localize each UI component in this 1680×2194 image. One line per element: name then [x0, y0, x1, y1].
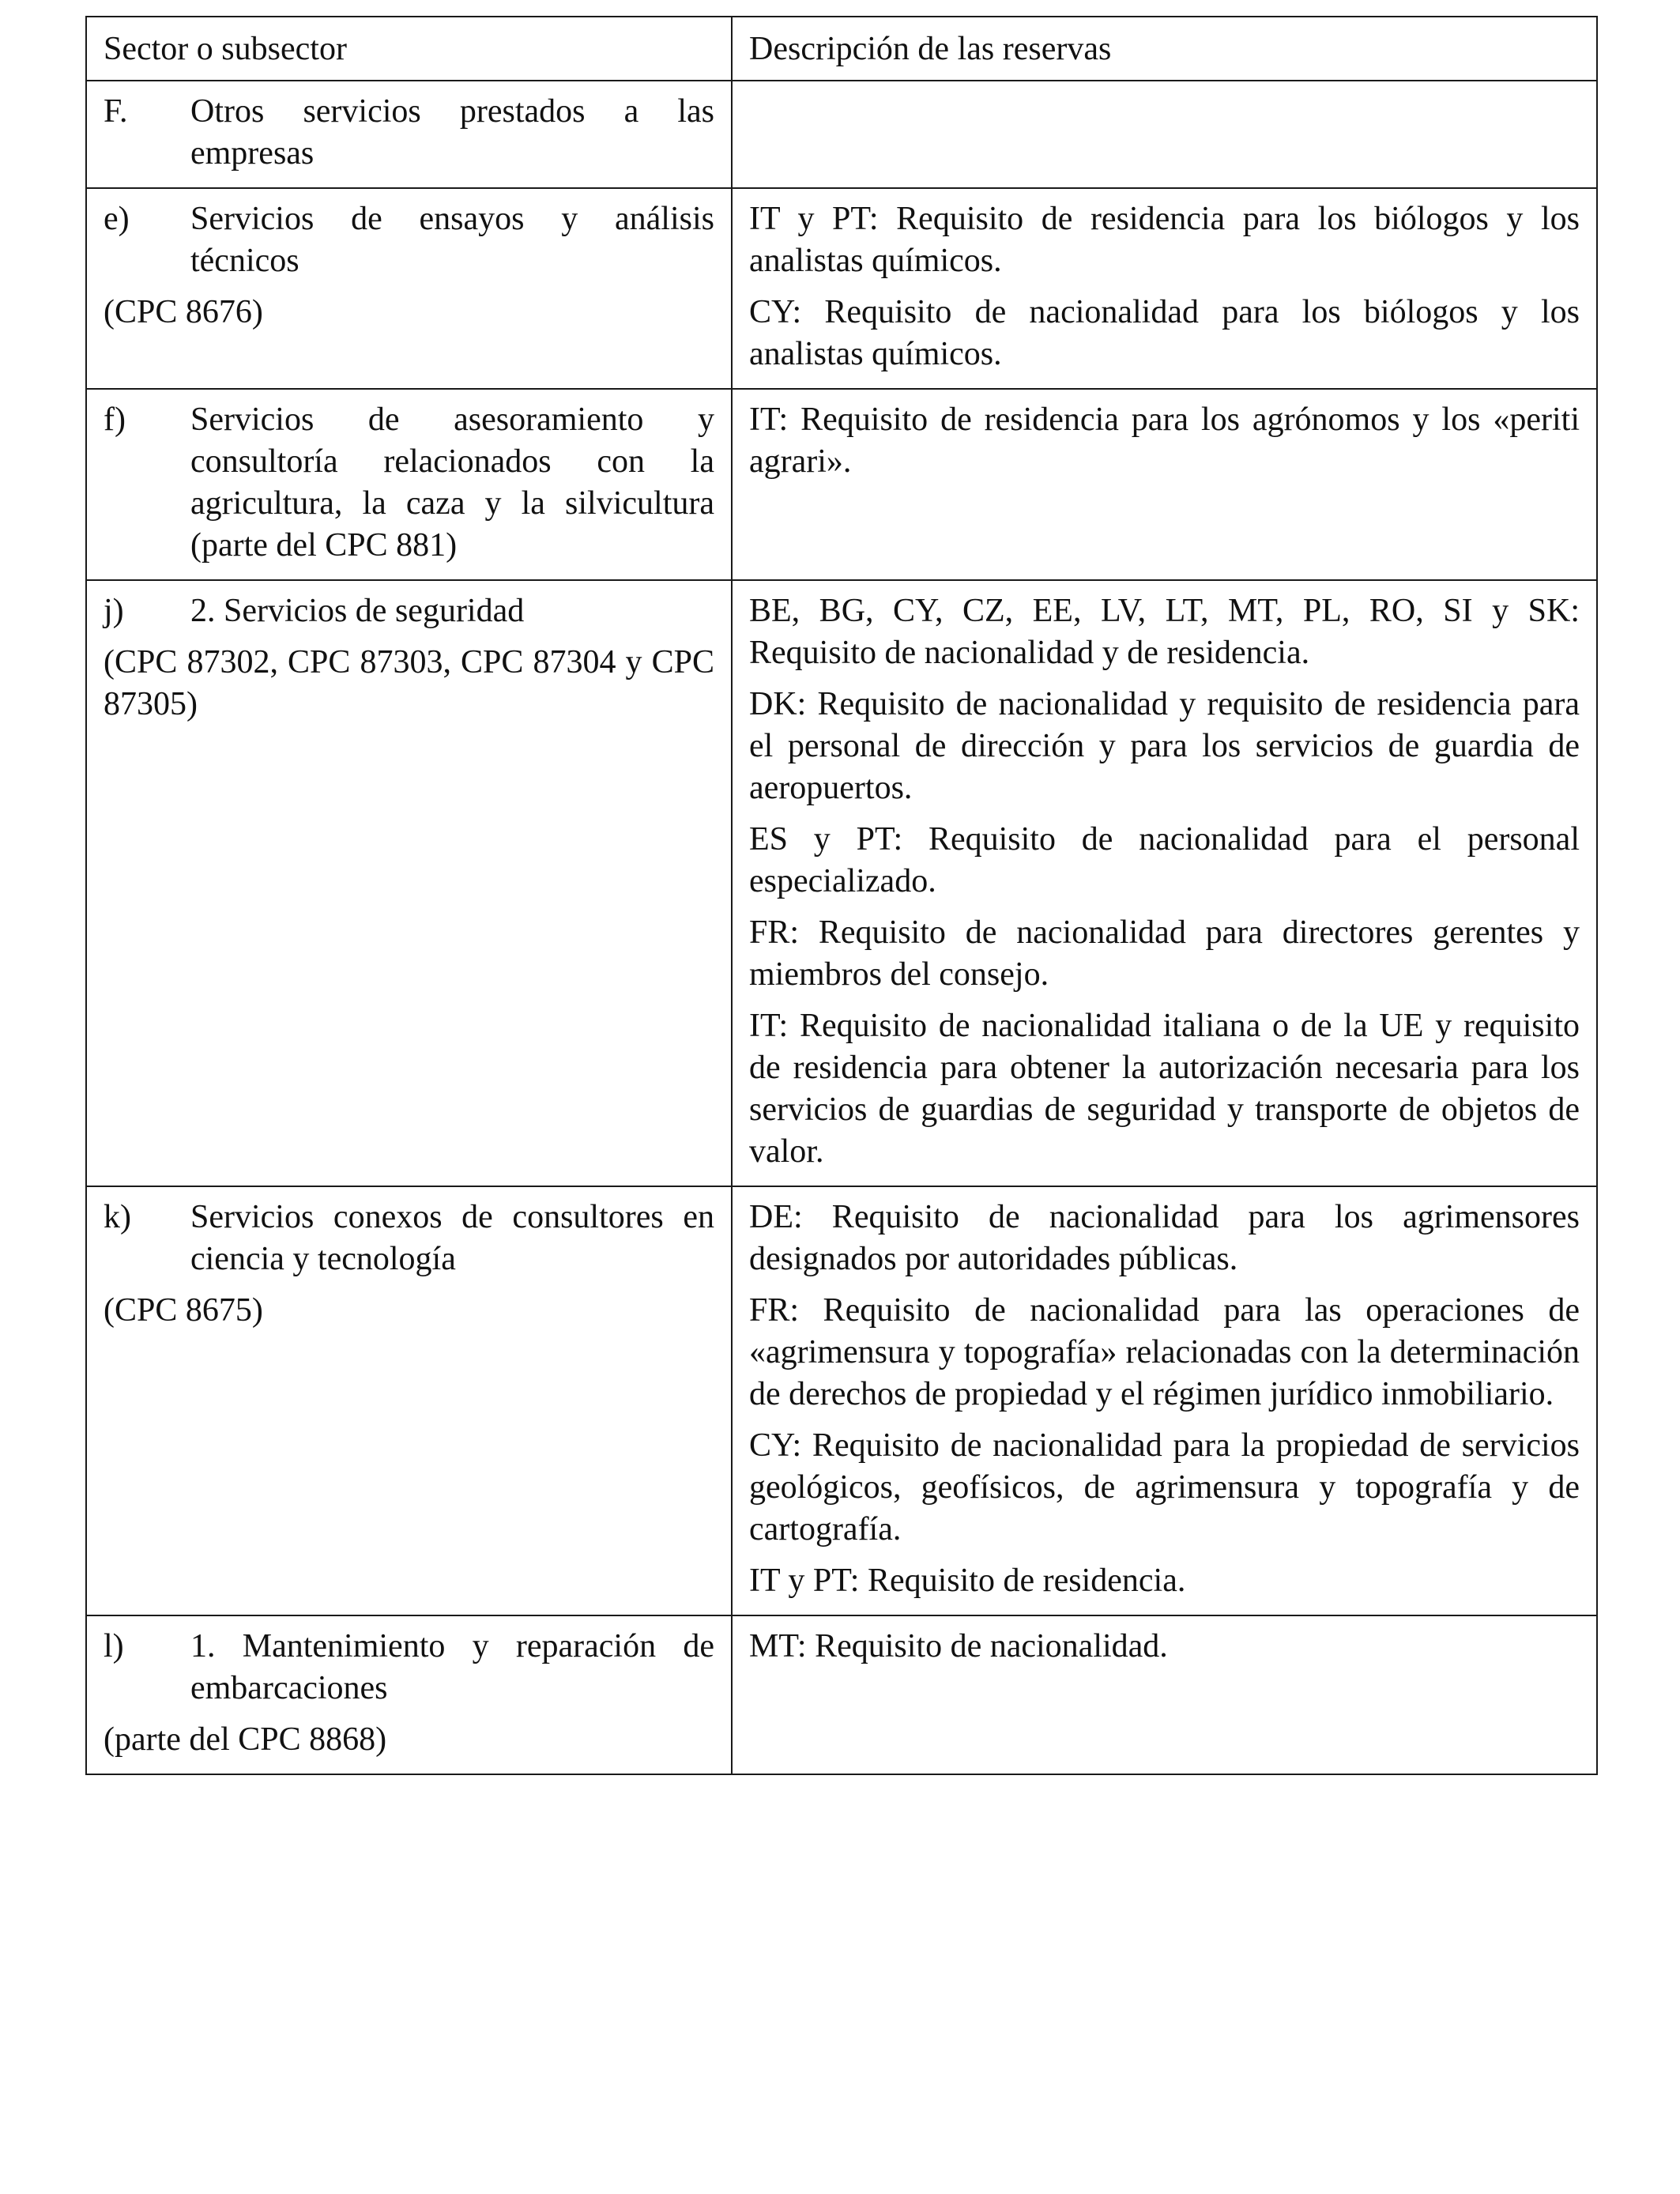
sector-title: 1. Mantenimiento y reparación de embarcaciones: [190, 1628, 714, 1706]
reservation-paragraph: ES y PT: Requisito de nacionalidad para el personal especializado.: [749, 821, 1580, 899]
table-row-f: [86, 389, 1597, 580]
sector-title: Servicios de ensayos y análisis técnicos: [190, 201, 714, 279]
reservations-table-container: [85, 16, 1596, 1775]
sector-cell: [86, 1186, 732, 1615]
reservation-paragraph: BE, BG, CY, CZ, EE, LV, LT, MT, PL, RO, SI y SK: Requisito de nacionalidad y de residencia.: [749, 593, 1580, 671]
sector-mark: e): [104, 201, 130, 237]
table-row-k: [86, 1186, 1597, 1615]
sector-mark: f): [104, 401, 126, 438]
sector-item: [104, 1626, 714, 1710]
sector-mark: k): [104, 1199, 131, 1235]
description-cell: [732, 1186, 1597, 1615]
description-cell: [732, 580, 1597, 1186]
reservation-paragraph: CY: Requisito de nacionalidad para la propiedad de servicios geológicos, geofísicos, de agrimensura y topografía y de cartografía.: [749, 1427, 1580, 1547]
cpc-code: (parte del CPC 8868): [104, 1721, 387, 1758]
reservation-paragraph: DK: Requisito de nacionalidad y requisito de residencia para el personal de dirección y para los servicios de guardia de aeropuertos.: [749, 686, 1580, 806]
header-description: Descripción de las reservas: [732, 17, 1597, 81]
sector-item: [104, 91, 714, 175]
description-cell: [732, 1615, 1597, 1774]
reservation-paragraph: CY: Requisito de nacionalidad para los biólogos y los analistas químicos.: [749, 294, 1580, 372]
reservation-paragraph: FR: Requisito de nacionalidad para directores gerentes y miembros del consejo.: [749, 914, 1580, 993]
sector-title: Otros servicios prestados a las empresas: [190, 93, 714, 172]
header-sector: Sector o subsector: [86, 17, 732, 81]
cpc-code: (CPC 8676): [104, 294, 263, 330]
sector-cell: [86, 81, 732, 188]
reservation-paragraph: IT: Requisito de nacionalidad italiana o de la UE y requisito de residencia para obtener la autorización necesaria para los servicios de guardias de seguridad y transporte de objetos de valor.: [749, 1008, 1580, 1170]
sector-item: [104, 1197, 714, 1280]
table-row-e: [86, 188, 1597, 389]
sector-cell: [86, 188, 732, 389]
sector-title: Servicios conexos de consultores en ciencia y tecnología: [190, 1199, 714, 1277]
table-header-row: [86, 17, 1597, 81]
sector-title: 2. Servicios de seguridad: [190, 593, 525, 629]
table-row-j: [86, 580, 1597, 1186]
description-cell: [732, 188, 1597, 389]
description-cell: [732, 389, 1597, 580]
reservation-paragraph: IT: Requisito de residencia para los agrónomos y los «periti agrari».: [749, 401, 1580, 480]
reservations-table: [85, 16, 1598, 1775]
sector-mark: l): [104, 1628, 124, 1664]
reservation-paragraph: MT: Requisito de nacionalidad.: [749, 1628, 1168, 1664]
sector-cell: [86, 580, 732, 1186]
reservation-paragraph: IT y PT: Requisito de residencia para los biólogos y los analistas químicos.: [749, 201, 1580, 279]
cpc-code: (CPC 87302, CPC 87303, CPC 87304 y CPC 87305): [104, 644, 714, 722]
description-cell: [732, 81, 1597, 188]
sector-cell: [86, 1615, 732, 1774]
table-row-f-section: [86, 81, 1597, 188]
reservation-paragraph: DE: Requisito de nacionalidad para los agrimensores designados por autoridades públicas.: [749, 1199, 1580, 1277]
sector-mark: F.: [104, 93, 128, 130]
sector-item: [104, 198, 714, 282]
sector-item: [104, 590, 714, 632]
sector-item: [104, 399, 714, 567]
sector-cell: [86, 389, 732, 580]
cpc-code: (CPC 8675): [104, 1292, 263, 1329]
reservation-paragraph: IT y PT: Requisito de residencia.: [749, 1563, 1186, 1599]
table-row-l: [86, 1615, 1597, 1774]
sector-mark: j): [104, 593, 124, 629]
sector-title: Servicios de asesoramiento y consultoría relacionados con la agricultura, la caza y la silvicultura (parte del CPC 881): [190, 401, 714, 564]
reservation-paragraph: FR: Requisito de nacionalidad para las operaciones de «agrimensura y topografía» relacionadas con la determinación de derechos de propiedad y el régimen jurídico inmobiliario.: [749, 1292, 1580, 1412]
